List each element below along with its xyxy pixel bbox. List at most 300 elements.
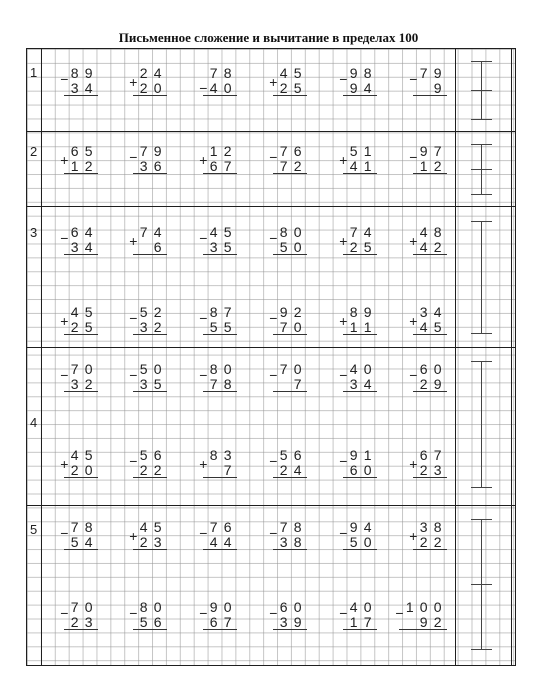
digit: 7 <box>209 519 218 535</box>
sum-underline <box>273 549 307 550</box>
operator-sign: + <box>60 456 69 472</box>
digit: 6 <box>293 447 302 463</box>
operator-sign: + <box>339 233 348 249</box>
digit: 4 <box>84 534 93 550</box>
column-problem <box>58 448 98 482</box>
digit: 2 <box>139 80 148 96</box>
digit: 8 <box>223 65 232 81</box>
digit: 6 <box>419 361 428 377</box>
sum-underline <box>64 629 98 630</box>
operator-sign: − <box>60 230 69 246</box>
operator-sign: − <box>129 310 138 326</box>
operator-sign: − <box>339 453 348 469</box>
answer-mark-bar <box>471 194 492 195</box>
digit: 3 <box>223 447 232 463</box>
digit: 0 <box>293 224 302 240</box>
sum-underline <box>133 95 167 96</box>
sum-underline <box>343 95 377 96</box>
digit: 0 <box>363 361 372 377</box>
sum-underline <box>273 477 307 478</box>
column-problem <box>58 305 98 339</box>
digit: 2 <box>139 534 148 550</box>
sum-underline <box>343 254 377 255</box>
column-problem <box>407 362 447 396</box>
digit: 5 <box>433 319 442 335</box>
operator-sign: + <box>409 456 418 472</box>
column-problem <box>127 144 167 178</box>
column-problem <box>197 520 237 554</box>
column-problem <box>127 362 167 396</box>
digit: 0 <box>293 361 302 377</box>
operator-sign: − <box>395 605 404 621</box>
digit: 6 <box>153 239 162 255</box>
digit: 1 <box>363 319 372 335</box>
column-problem <box>407 225 447 259</box>
digit: 9 <box>419 614 428 630</box>
digit: 2 <box>279 80 288 96</box>
answer-mark-bar <box>471 169 492 170</box>
sum-underline <box>343 549 377 550</box>
digit: 3 <box>349 376 358 392</box>
digit: 9 <box>84 65 93 81</box>
operator-sign: + <box>409 528 418 544</box>
sum-underline <box>64 549 98 550</box>
operator-sign: − <box>269 367 278 383</box>
operator-sign: − <box>129 453 138 469</box>
column-problem <box>197 362 237 396</box>
operator-sign: − <box>339 367 348 383</box>
answer-column-divider-left <box>455 49 456 665</box>
digit: 0 <box>433 599 442 615</box>
digit: 7 <box>223 158 232 174</box>
digit: 0 <box>363 534 372 550</box>
sum-underline <box>273 391 307 392</box>
digit: 1 <box>349 614 358 630</box>
operator-sign: − <box>199 80 208 96</box>
digit: 4 <box>153 224 162 240</box>
operator-sign: − <box>129 367 138 383</box>
digit: 2 <box>419 462 428 478</box>
column-problem <box>267 305 307 339</box>
operator-sign: − <box>60 605 69 621</box>
digit: 5 <box>363 239 372 255</box>
digit: 4 <box>139 519 148 535</box>
digit: 6 <box>349 462 358 478</box>
digit: 0 <box>293 319 302 335</box>
digit: 9 <box>349 519 358 535</box>
digit: 4 <box>433 304 442 320</box>
digit: 5 <box>223 319 232 335</box>
digit: 8 <box>84 519 93 535</box>
digit: 2 <box>153 462 162 478</box>
operator-sign: + <box>60 313 69 329</box>
digit: 9 <box>349 65 358 81</box>
column-problem <box>267 225 307 259</box>
digit: 2 <box>84 158 93 174</box>
column-problem <box>197 225 237 259</box>
digit: 8 <box>433 224 442 240</box>
digit: 9 <box>419 143 428 159</box>
column-problem <box>197 305 237 339</box>
digit: 6 <box>153 158 162 174</box>
digit: 3 <box>139 319 148 335</box>
digit: 8 <box>363 65 372 81</box>
digit: 9 <box>363 304 372 320</box>
digit: 4 <box>419 239 428 255</box>
operator-sign: + <box>129 528 138 544</box>
digit: 5 <box>223 224 232 240</box>
digit: 2 <box>84 376 93 392</box>
digit: 4 <box>153 65 162 81</box>
sum-underline <box>64 254 98 255</box>
column-problem <box>337 144 377 178</box>
answer-mark <box>471 61 492 119</box>
column-problem <box>337 520 377 554</box>
digit: 7 <box>363 614 372 630</box>
digit: 5 <box>139 614 148 630</box>
digit: 5 <box>349 143 358 159</box>
page-title: Письменное сложение и вычитание в пределах 100 <box>118 30 419 45</box>
digit: 1 <box>405 599 414 615</box>
sum-underline <box>413 391 447 392</box>
sum-underline <box>399 629 447 630</box>
digit: 5 <box>139 304 148 320</box>
operator-sign: + <box>409 233 418 249</box>
sum-underline <box>413 334 447 335</box>
digit: 2 <box>293 304 302 320</box>
row-number: 4 <box>30 415 38 430</box>
digit: 3 <box>279 614 288 630</box>
digit: 7 <box>223 614 232 630</box>
digit: 4 <box>84 80 93 96</box>
sum-underline <box>64 391 98 392</box>
digit: 0 <box>84 462 93 478</box>
digit: 7 <box>279 143 288 159</box>
digit: 0 <box>153 599 162 615</box>
answer-mark-bar <box>471 519 492 520</box>
column-problem <box>407 520 447 554</box>
digit: 8 <box>223 376 232 392</box>
operator-sign: − <box>409 149 418 165</box>
digit: 1 <box>363 447 372 463</box>
sum-underline <box>203 254 237 255</box>
sum-underline <box>64 334 98 335</box>
sum-underline <box>64 477 98 478</box>
digit: 9 <box>153 143 162 159</box>
digit: 1 <box>363 158 372 174</box>
digit: 8 <box>209 304 218 320</box>
digit: 5 <box>70 534 79 550</box>
answer-mark <box>471 361 492 487</box>
column-problem <box>337 225 377 259</box>
digit: 7 <box>279 319 288 335</box>
answer-mark-bar <box>471 90 492 91</box>
operator-sign: − <box>199 367 208 383</box>
sum-underline <box>203 95 237 96</box>
column-problem <box>267 66 307 100</box>
column-problem <box>58 66 98 100</box>
digit: 5 <box>279 239 288 255</box>
answer-mark-bar <box>471 119 492 120</box>
digit: 0 <box>293 239 302 255</box>
digit: 0 <box>84 599 93 615</box>
digit: 6 <box>279 599 288 615</box>
digit: 7 <box>279 361 288 377</box>
column-problem <box>127 520 167 554</box>
row-divider <box>27 206 515 207</box>
column-problem <box>267 362 307 396</box>
answer-mark <box>471 221 492 333</box>
operator-sign: − <box>199 605 208 621</box>
column-problem <box>337 305 377 339</box>
column-problem <box>337 362 377 396</box>
digit: 6 <box>419 447 428 463</box>
digit: 3 <box>419 519 428 535</box>
column-problem <box>58 225 98 259</box>
row-number: 1 <box>30 65 38 80</box>
digit: 7 <box>70 599 79 615</box>
digit: 6 <box>153 447 162 463</box>
digit: 5 <box>84 143 93 159</box>
digit: 6 <box>70 143 79 159</box>
operator-sign: + <box>199 456 208 472</box>
digit: 7 <box>209 376 218 392</box>
digit: 2 <box>153 304 162 320</box>
digit: 4 <box>209 224 218 240</box>
digit: 4 <box>363 519 372 535</box>
column-problem <box>267 600 307 634</box>
digit: 3 <box>433 462 442 478</box>
row-number: 3 <box>30 225 38 240</box>
digit: 3 <box>70 239 79 255</box>
sum-underline <box>273 173 307 174</box>
row-divider <box>27 131 515 132</box>
digit: 6 <box>153 614 162 630</box>
digit: 4 <box>349 599 358 615</box>
operator-sign: + <box>129 74 138 90</box>
column-problem <box>337 448 377 482</box>
digit: 0 <box>363 599 372 615</box>
digit: 9 <box>349 80 358 96</box>
digit: 1 <box>209 143 218 159</box>
digit: 5 <box>139 361 148 377</box>
digit: 5 <box>153 519 162 535</box>
column-problem <box>267 448 307 482</box>
sum-underline <box>343 173 377 174</box>
sum-underline <box>203 477 237 478</box>
answer-mark-bar <box>471 487 492 488</box>
digit: 4 <box>363 224 372 240</box>
digit: 5 <box>139 447 148 463</box>
digit: 4 <box>419 224 428 240</box>
digit: 8 <box>209 447 218 463</box>
answer-mark-bar <box>471 221 492 222</box>
sum-underline <box>273 334 307 335</box>
sum-underline <box>133 391 167 392</box>
operator-sign: − <box>409 71 418 87</box>
operator-sign: − <box>60 367 69 383</box>
digit: 9 <box>279 304 288 320</box>
digit: 6 <box>293 143 302 159</box>
digit: 9 <box>433 80 442 96</box>
digit: 4 <box>349 158 358 174</box>
digit: 1 <box>419 158 428 174</box>
digit: 2 <box>70 614 79 630</box>
worksheet-grid <box>26 48 516 666</box>
digit: 4 <box>279 65 288 81</box>
digit: 3 <box>209 239 218 255</box>
digit: 1 <box>349 319 358 335</box>
sum-underline <box>343 334 377 335</box>
answer-column-divider-right <box>511 49 512 665</box>
column-problem <box>197 66 237 100</box>
digit: 6 <box>223 519 232 535</box>
digit: 3 <box>139 376 148 392</box>
digit: 9 <box>349 447 358 463</box>
operator-sign: − <box>269 525 278 541</box>
operator-sign: − <box>339 525 348 541</box>
digit: 8 <box>349 304 358 320</box>
digit: 2 <box>349 239 358 255</box>
digit: 7 <box>70 519 79 535</box>
digit: 9 <box>293 614 302 630</box>
digit: 7 <box>279 519 288 535</box>
digit: 7 <box>70 361 79 377</box>
sum-underline <box>133 254 167 255</box>
digit: 8 <box>293 534 302 550</box>
column-problem <box>127 600 167 634</box>
digit: 7 <box>223 304 232 320</box>
row-number: 5 <box>30 522 38 537</box>
digit: 4 <box>293 462 302 478</box>
digit: 7 <box>209 65 218 81</box>
digit: 3 <box>279 534 288 550</box>
sum-underline <box>273 629 307 630</box>
sum-underline <box>413 549 447 550</box>
digit: 7 <box>223 462 232 478</box>
digit: 7 <box>279 158 288 174</box>
digit: 8 <box>139 599 148 615</box>
digit: 4 <box>84 239 93 255</box>
digit: 4 <box>70 304 79 320</box>
digit: 2 <box>139 462 148 478</box>
sum-underline <box>413 95 447 96</box>
digit: 5 <box>153 376 162 392</box>
column-problem <box>337 600 377 634</box>
digit: 2 <box>433 534 442 550</box>
digit: 5 <box>84 319 93 335</box>
column-problem <box>407 144 447 178</box>
sum-underline <box>203 391 237 392</box>
digit: 9 <box>433 65 442 81</box>
sum-underline <box>203 549 237 550</box>
row-divider <box>27 505 515 506</box>
answer-mark-bar <box>471 584 492 585</box>
digit: 2 <box>153 319 162 335</box>
sum-underline <box>343 391 377 392</box>
digit: 8 <box>433 519 442 535</box>
digit: 9 <box>209 599 218 615</box>
sum-underline <box>413 173 447 174</box>
column-problem <box>127 225 167 259</box>
column-problem <box>58 144 98 178</box>
digit: 0 <box>433 361 442 377</box>
digit: 8 <box>279 224 288 240</box>
answer-mark-stem <box>481 361 482 487</box>
digit: 7 <box>293 376 302 392</box>
column-problem <box>58 362 98 396</box>
sum-underline <box>413 254 447 255</box>
digit: 2 <box>419 376 428 392</box>
answer-mark-bar <box>471 333 492 334</box>
digit: 3 <box>153 534 162 550</box>
operator-sign: − <box>339 605 348 621</box>
digit: 7 <box>433 143 442 159</box>
column-problem <box>267 144 307 178</box>
digit: 8 <box>70 65 79 81</box>
operator-sign: − <box>339 71 348 87</box>
digit: 0 <box>223 599 232 615</box>
digit: 9 <box>433 376 442 392</box>
operator-sign: − <box>199 230 208 246</box>
digit: 5 <box>84 304 93 320</box>
digit: 3 <box>419 304 428 320</box>
column-problem <box>395 599 447 634</box>
digit: 4 <box>209 534 218 550</box>
column-problem <box>337 66 377 100</box>
column-problem <box>197 448 237 482</box>
sum-underline <box>133 173 167 174</box>
answer-mark-stem <box>481 221 482 333</box>
operator-sign: − <box>269 605 278 621</box>
sum-underline <box>64 95 98 96</box>
digit: 3 <box>70 376 79 392</box>
digit: 4 <box>209 80 218 96</box>
digit: 2 <box>70 319 79 335</box>
digit: 4 <box>349 361 358 377</box>
digit: 6 <box>209 614 218 630</box>
digit: 7 <box>349 224 358 240</box>
sum-underline <box>64 173 98 174</box>
sum-underline <box>133 549 167 550</box>
digit: 3 <box>139 158 148 174</box>
digit: 4 <box>419 319 428 335</box>
column-problem <box>127 66 167 100</box>
operator-sign: − <box>129 149 138 165</box>
digit: 5 <box>349 534 358 550</box>
column-problem <box>127 305 167 339</box>
digit: 1 <box>70 158 79 174</box>
answer-mark <box>471 144 492 194</box>
digit: 0 <box>223 80 232 96</box>
operator-sign: − <box>409 367 418 383</box>
digit: 7 <box>419 65 428 81</box>
operator-sign: − <box>269 230 278 246</box>
digit: 2 <box>433 614 442 630</box>
sum-underline <box>273 254 307 255</box>
digit: 4 <box>363 376 372 392</box>
column-problem <box>407 448 447 482</box>
sum-underline <box>133 629 167 630</box>
digit: 4 <box>363 80 372 96</box>
digit: 6 <box>209 158 218 174</box>
operator-sign: − <box>129 605 138 621</box>
column-problem <box>407 305 447 339</box>
digit: 2 <box>70 462 79 478</box>
digit: 2 <box>139 65 148 81</box>
column-problem <box>58 520 98 554</box>
digit: 5 <box>293 80 302 96</box>
